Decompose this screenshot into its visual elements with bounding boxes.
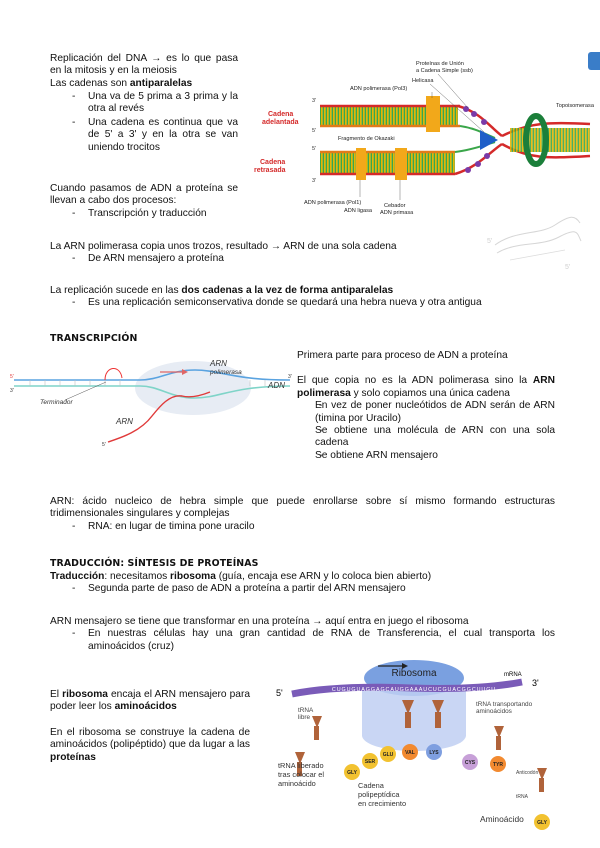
label-cebador: Cebador [384,203,406,209]
sketch-label: 5' [487,238,493,245]
arn-pol-line: La ARN polimerasa copia unos trozos, resultado → ARN de una sola cadena [50,241,397,252]
label-anticodon: Anticodón [516,770,539,776]
label-3prime: 3' [312,178,317,184]
label-trna-liberado-2: tras colocar el [278,770,325,779]
ribosome-figure [262,656,582,838]
aa-bead: CYS [464,760,476,766]
label-adn-pol3: ADN polimerasa (Pol3) [350,86,408,92]
aa-bead: VAL [405,750,415,756]
replication-block [50,285,570,310]
label-5prime: 5' [102,442,106,447]
label-helicasa: Helicasa [412,78,434,84]
label-cadena-3: en crecimiento [358,799,407,808]
label-trna-libre-2: libre [298,714,311,721]
label-trna-liberado-1: tRNA liberado [278,761,324,770]
label-mrna: mRNA [504,672,522,678]
aa-bead: LYS [429,750,439,756]
arn-pol-block [50,241,570,266]
intro-bullets [50,91,238,154]
ribosome-p1: El ribosoma encaja el ARN mensajero para poder leer los aminoácidos [50,689,251,713]
label-retrasada-1: Cadena [260,159,286,166]
translation-line: Traducción: necesitamos ribosoma (guía, encaja ese ARN y lo coloca bien abierto) [50,571,432,582]
label-adn: ADN [268,381,285,390]
intro-line1: Replicación del DNA → es lo que pasa en la mitosis y en la meiosis [50,53,238,77]
label-arn-pol-2: polimerasa [210,369,242,376]
ribosome-small-subunit [362,690,466,751]
mrna-codons: CUGUGUAGGAGCAUGGAAAUCUCGUACGGCUUGU [331,687,497,693]
label-fragmento: Fragmento de Okazaki [338,136,395,142]
ribosome-p2: En el ribosoma se construye la cadena de aminoácidos (polipéptido) que da lugar a las proteínas [50,726,250,763]
label-3prime: 3' [312,98,317,104]
arn-def-block [50,496,555,533]
label-adelantada-2: adelantada [262,119,299,126]
polymerase-1-block [356,148,366,180]
process-bullet: - Transcripción y traducción [50,208,238,220]
polymerase-3-block [426,96,440,132]
label-5prime: 5' [312,146,317,152]
replication-fork-figure [240,52,600,222]
process-block [50,183,238,220]
label-cadena-2: polipeptídica [358,790,400,799]
label-aminoacido: Aminoácido [480,814,524,824]
label-arn-pol-1: ARN [210,359,227,368]
label-trna-liberado-3: aminoácido [278,779,316,788]
transcription-p1: Primera parte para proceso de ADN a proteína [297,350,508,361]
intro-line2: Las cadenas son antiparalelas [50,78,193,89]
process-line: Cuando pasamos de ADN a proteína se llevan a cabo dos procesos: [50,183,238,207]
label-trna: tRNA [516,794,528,800]
label-retrasada-2: retrasada [254,167,286,174]
transcription-p2: El que copia no es la ADN polimerasa sino la ARN polimerasa y solo copiamos una única cadena [297,375,555,399]
transcription-text [297,350,555,462]
label-5prime: 5' [312,128,317,134]
translation-bullet: - Segunda parte de paso de ADN a proteína a partir del ARN mensajero [50,583,570,595]
arn-pol-bullet: - De ARN mensajero a proteína [50,253,570,265]
label-proteinas: Proteínas de Unión [416,61,464,67]
transcription-bullet: - Se obtiene una molécula de ARN con una sola cadena [297,425,555,450]
ribosome-text [50,689,250,764]
label-ligasa: ADN ligasa [344,208,372,214]
transcription-heading: TRANSCRIPCIÓN [50,333,138,344]
helicase-shape [480,130,498,150]
aa-bead: GLU [382,752,394,758]
arn-def-bullet: - RNA: en lugar de timina pone uracilo [50,521,555,533]
intro-block [50,53,238,78]
primase-block [395,148,407,180]
arn-def-line: ARN: ácido nucleico de hebra simple que puede enrollarse sobre sí mismo formando estructuras tridimensionales singulares y complejas [50,496,555,520]
mrna-line: ARN mensajero se tiene que transformar en una proteína → aquí entra en juego el ribosoma [50,616,469,627]
aa-bead: TYR [493,762,503,768]
label-5prime: 5' [10,374,14,380]
replication-line: La replicación sucede en las dos cadenas a la vez de forma antiparalelas [50,285,394,296]
label-adn-pol1: ADN polimerasa (Pol1) [304,200,362,206]
aa-bead: SER [364,759,376,765]
translation-block [50,571,570,596]
label-trna-transp-1: tRNA transportando [476,701,533,708]
label-trna-libre-1: tRNA [298,707,314,714]
label-topoisomerasa: Topoisomerasa [556,103,594,109]
replication-bullet: - Es una replicación semiconservativa donde se quedará una hebra nueva y otra antigua [50,297,570,309]
transcription-bullet: - En vez de poner nucleótidos de ADN serán de ARN (timina por Uracilo) [297,400,555,425]
mrna-block [50,616,555,653]
aa-bead: GLY [537,820,547,826]
label-cadena-simple: a Cadena Simple (ssb) [416,68,473,74]
intro-bullet: - Una va de 5 prima a 3 prima y la otra al revés [50,91,238,116]
mrna-bullet: - En nuestras células hay una gran cantidad de RNA de Transferencia, el cual transporta los aminoácidos (cruz) [50,628,555,653]
label-adelantada-1: Cadena [268,111,294,118]
label-adn-primasa: ADN primasa [380,210,414,216]
label-arn: ARN [116,417,133,426]
label-terminador: Terminador [40,399,73,406]
label-5prime: 5' [276,688,283,698]
translation-heading: TRADUCCIÓN: SÍNTESIS DE PROTEÍNAS [50,558,259,569]
sketch-label: 5' [565,264,571,270]
label-3prime: 3' [532,678,539,688]
transcription-bullet: - Se obtiene ARN mensajero [297,450,555,462]
aa-bead: GLY [347,770,357,776]
label-cadena-1: Cadena [358,781,384,790]
transcription-figure [10,352,300,447]
label-ribosoma: Ribosoma [391,668,437,679]
label-trna-transp-2: aminoácidos [476,708,512,715]
label-3prime: 3' [10,388,14,394]
label-3prime: 3' [288,374,292,380]
intro-bullet: - Una cadena es continua que va de 5' a 3' y en la otra se van uniendo trocitos [50,117,238,154]
lower-duplex [320,152,455,174]
